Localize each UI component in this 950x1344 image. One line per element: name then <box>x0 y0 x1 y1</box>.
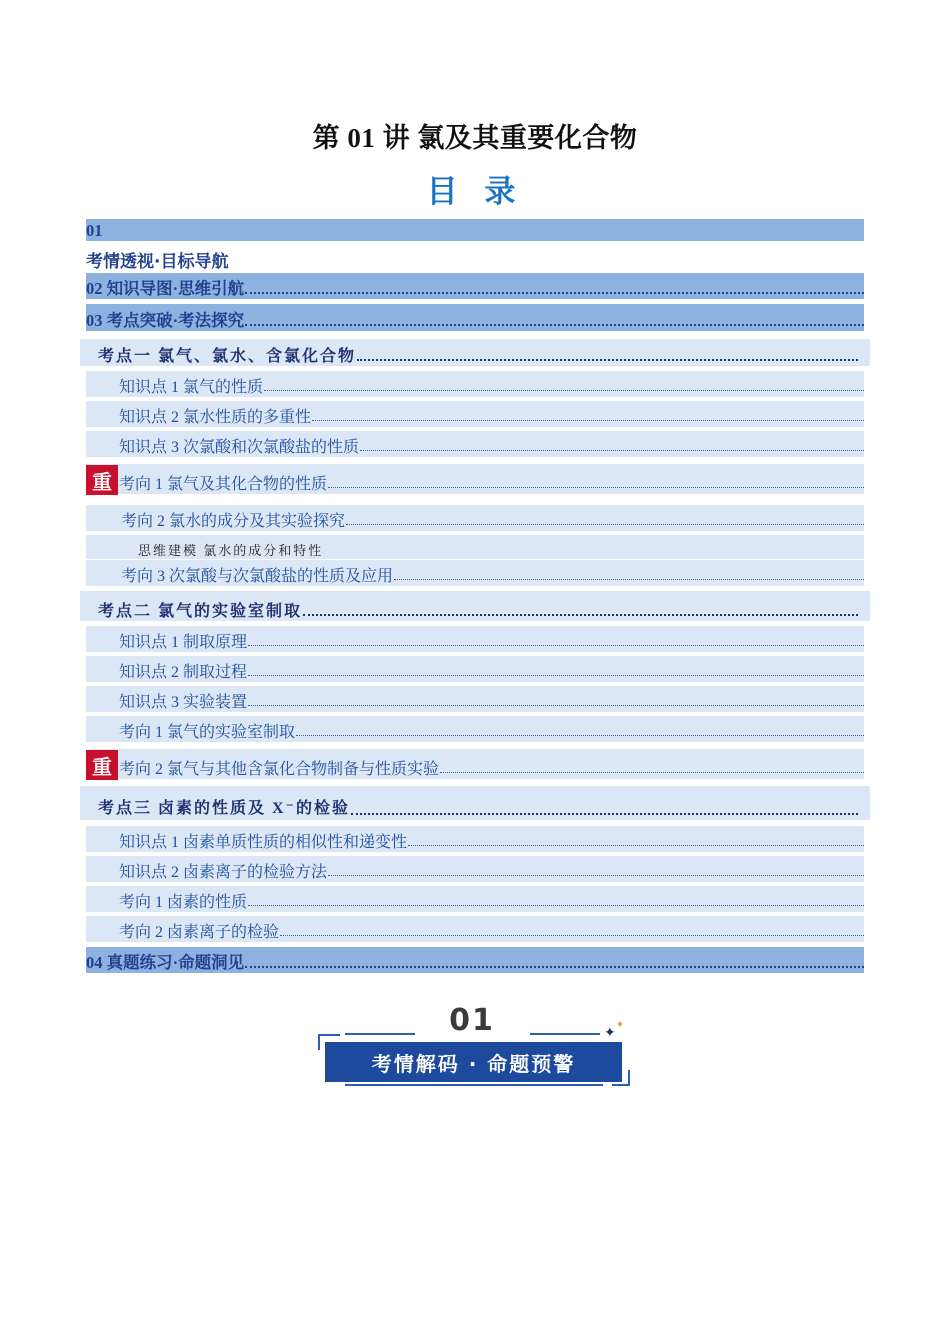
doc-title: 第 01 讲 氯及其重要化合物 <box>312 123 638 153</box>
toc-item[interactable]: 知识点 2 制取过程 <box>86 656 864 682</box>
leader-dots <box>248 674 864 676</box>
banner-corner-bracket <box>612 1070 630 1086</box>
leader-dots <box>280 934 864 936</box>
leader-dots <box>248 644 864 646</box>
section-banner: 考情解码 · 命题预警 <box>325 1042 622 1082</box>
toc-item[interactable]: 考向 1 氯气及其化合物的性质 <box>86 464 864 494</box>
leader-dots <box>303 613 858 616</box>
leader-dots <box>264 389 864 391</box>
sparkle-icon: ✦ <box>604 1025 616 1041</box>
banner-frame-line <box>345 1033 415 1035</box>
leader-dots <box>245 291 864 294</box>
toc-item[interactable]: 知识点 2 氯水性质的多重性 <box>86 401 864 427</box>
toc-topic-3[interactable]: 考点三 卤素的性质及 X⁻的检验 <box>80 786 870 820</box>
banner-number: 01 <box>449 1003 495 1038</box>
toc-item[interactable]: 考向 1 卤素的性质 <box>86 886 864 912</box>
toc-item[interactable]: 知识点 3 次氯酸和次氯酸盐的性质 <box>86 431 864 457</box>
leader-dots <box>245 323 864 326</box>
toc-section-01-number[interactable]: 01 <box>86 219 864 241</box>
toc-topic-1[interactable]: 考点一 氯气、氯水、含氯化合物 <box>80 339 870 366</box>
leader-dots <box>245 965 864 968</box>
toc-section-03[interactable]: 03 考点突破·考法探究 <box>86 304 864 331</box>
leader-dots <box>357 358 858 361</box>
toc-item[interactable]: 知识点 3 实验装置 <box>86 686 864 712</box>
toc-section-04[interactable]: 04 真题练习·命题洞见 <box>86 947 864 973</box>
toc-item[interactable]: 考向 1 氯气的实验室制取 <box>86 716 864 742</box>
key-point-badge: 重 <box>86 465 118 495</box>
leader-dots <box>312 419 864 421</box>
leader-dots <box>248 904 864 906</box>
toc-item[interactable]: 考向 2 氯气与其他含氯化合物制备与性质实验 <box>86 749 864 779</box>
toc-item[interactable]: 知识点 1 氯气的性质 <box>86 371 864 397</box>
leader-dots <box>328 874 864 876</box>
banner-frame-line <box>345 1084 603 1086</box>
leader-dots <box>408 844 864 846</box>
toc-topic-2[interactable]: 考点二 氯气的实验室制取 <box>80 591 870 621</box>
toc-item[interactable]: 考向 2 卤素离子的检验 <box>86 916 864 942</box>
leader-dots <box>440 771 864 773</box>
leader-dots <box>394 578 864 580</box>
toc-item[interactable]: 考向 2 氯水的成分及其实验探究 <box>86 505 864 531</box>
toc-item[interactable]: 知识点 1 卤素单质性质的相似性和递变性 <box>86 826 864 852</box>
toc-item[interactable]: 知识点 2 卤素离子的检验方法 <box>86 856 864 882</box>
leader-dots <box>360 449 864 451</box>
toc-section-02[interactable]: 02 知识导图·思维引航 <box>86 273 864 299</box>
leader-dots <box>328 486 864 488</box>
toc-section-01-title[interactable]: 考情透视·目标导航 <box>86 252 229 272</box>
sparkle-dot-icon <box>618 1022 622 1026</box>
toc-note[interactable]: 思维建模 氯水的成分和特性 <box>86 535 864 559</box>
leader-dots <box>296 734 864 736</box>
toc-item[interactable]: 知识点 1 制取原理 <box>86 626 864 652</box>
leader-dots <box>248 704 864 706</box>
key-point-badge: 重 <box>86 750 118 780</box>
banner-frame-line <box>530 1033 600 1035</box>
toc-item[interactable]: 考向 3 次氯酸与次氯酸盐的性质及应用 <box>86 560 864 586</box>
toc-heading: 目 录 <box>426 174 524 210</box>
leader-dots <box>346 523 864 525</box>
leader-dots <box>351 812 858 815</box>
